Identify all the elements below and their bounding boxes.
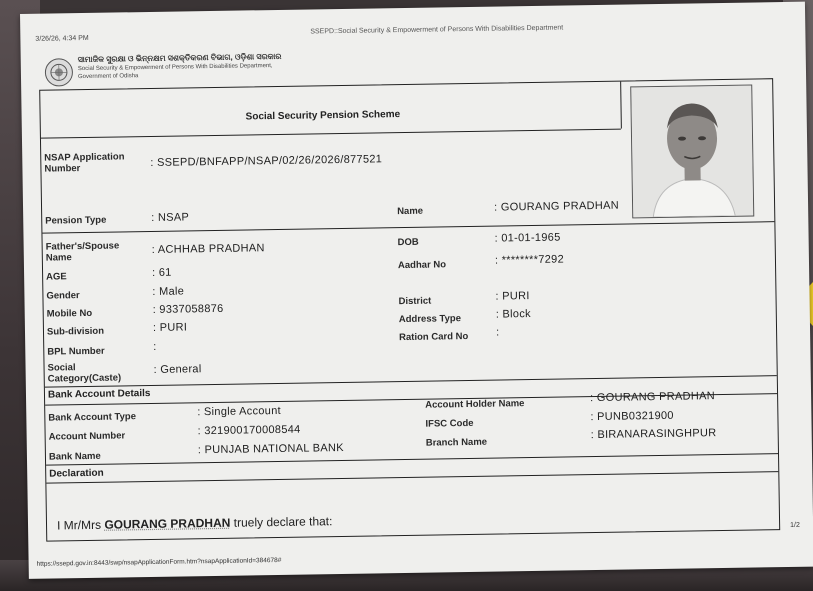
account-number-label: Account Number xyxy=(48,430,126,443)
printed-form-page xyxy=(20,2,813,579)
ration-card-label: Ration Card No xyxy=(399,330,469,344)
declaration-name: GOURANG PRADHAN xyxy=(104,515,231,532)
department-name-line2: Government of Odisha xyxy=(77,73,139,81)
bank-account-type-value: : Single Account xyxy=(197,404,282,419)
divider xyxy=(41,129,621,139)
father-spouse-label: Father's/Spouse Name xyxy=(45,240,120,264)
subdivision-value: : PURI xyxy=(152,321,188,334)
ifsc-value: : PUNB0321900 xyxy=(590,409,674,424)
aadhar-value: : ********7292 xyxy=(494,253,565,267)
bank-name-value: : PUNJAB NATIONAL BANK xyxy=(197,441,344,457)
bpl-number-label: BPL Number xyxy=(47,345,105,358)
subdivision-label: Sub-division xyxy=(46,325,105,338)
application-number-value: : SSEPD/BNFAPP/NSAP/02/26/2026/877521 xyxy=(150,153,383,169)
social-category-value: : General xyxy=(153,363,202,376)
bank-account-type-label: Bank Account Type xyxy=(48,411,137,424)
branch-name-value: : BIRANARASINGHPUR xyxy=(590,427,717,442)
name-label: Name xyxy=(397,205,424,218)
ration-card-value: : xyxy=(495,326,500,339)
account-holder-label: Account Holder Name xyxy=(425,398,525,411)
address-type-label: Address Type xyxy=(398,313,462,326)
age-label: AGE xyxy=(46,271,67,283)
print-timestamp: 3/26/26, 4:34 PM xyxy=(35,34,89,43)
age-value: : 61 xyxy=(151,266,172,279)
application-number-label: NSAP Application Number xyxy=(44,151,125,175)
mobile-value: : 9337058876 xyxy=(152,302,224,316)
declaration-prefix: I Mr/Mrs xyxy=(56,517,102,533)
scheme-title: Social Security Pension Scheme xyxy=(245,109,401,123)
footer-url: https://ssepd.gov.in:8443/swp/nsapApplicationForm.htm?nsapApplicationId=384678# xyxy=(36,556,282,568)
bank-section-title: Bank Account Details xyxy=(47,387,151,401)
print-page-title: SSEPD::Social Security & Empowerment of Persons With Disabilities Department xyxy=(310,24,564,36)
account-holder-value: : GOURANG PRADHAN xyxy=(590,390,716,405)
department-name-odia: ସାମାଜିକ ସୁରକ୍ଷା ଓ ଭିନ୍ନକ୍ଷମ ସଶକ୍ତିକରଣ ବିଭାଗ, ଓଡ଼ିଶା ସରକାର xyxy=(77,51,282,65)
divider xyxy=(46,471,778,483)
page-number: 1/2 xyxy=(790,521,800,529)
divider xyxy=(620,82,622,129)
district-value: : PURI xyxy=(495,290,530,303)
aadhar-label: Aadhar No xyxy=(397,259,447,272)
declaration-section-title: Declaration xyxy=(49,467,104,480)
ifsc-label: IFSC Code xyxy=(425,417,474,430)
applicant-photo xyxy=(630,85,754,219)
district-label: District xyxy=(398,295,432,308)
bank-name-label: Bank Name xyxy=(48,450,101,463)
bpl-number-value: : xyxy=(153,340,157,353)
branch-name-label: Branch Name xyxy=(425,436,488,449)
department-name-line1: Social Security & Empowerment of Persons With Disabilities Department, xyxy=(77,63,273,73)
social-category-label: Social Category(Caste) xyxy=(47,362,122,385)
address-type-value: : Block xyxy=(495,308,531,321)
odisha-emblem-icon xyxy=(45,58,73,86)
dob-value: : 01-01-1965 xyxy=(494,231,561,245)
name-value: : GOURANG PRADHAN xyxy=(494,199,620,214)
dob-label: DOB xyxy=(397,236,419,249)
divider xyxy=(46,450,778,465)
application-form xyxy=(39,78,780,541)
declaration-suffix: truely declare that: xyxy=(233,514,333,530)
declaration-statement xyxy=(57,514,333,532)
gender-label: Gender xyxy=(46,290,80,302)
mobile-label: Mobile No xyxy=(46,307,93,320)
gender-value: : Male xyxy=(152,285,185,298)
divider xyxy=(45,375,777,387)
father-spouse-value: : ACHHAB PRADHAN xyxy=(151,242,265,256)
account-number-value: : 321900170008544 xyxy=(197,423,301,438)
pension-type-label: Pension Type xyxy=(45,214,107,227)
pension-type-value: : NSAP xyxy=(151,211,190,224)
